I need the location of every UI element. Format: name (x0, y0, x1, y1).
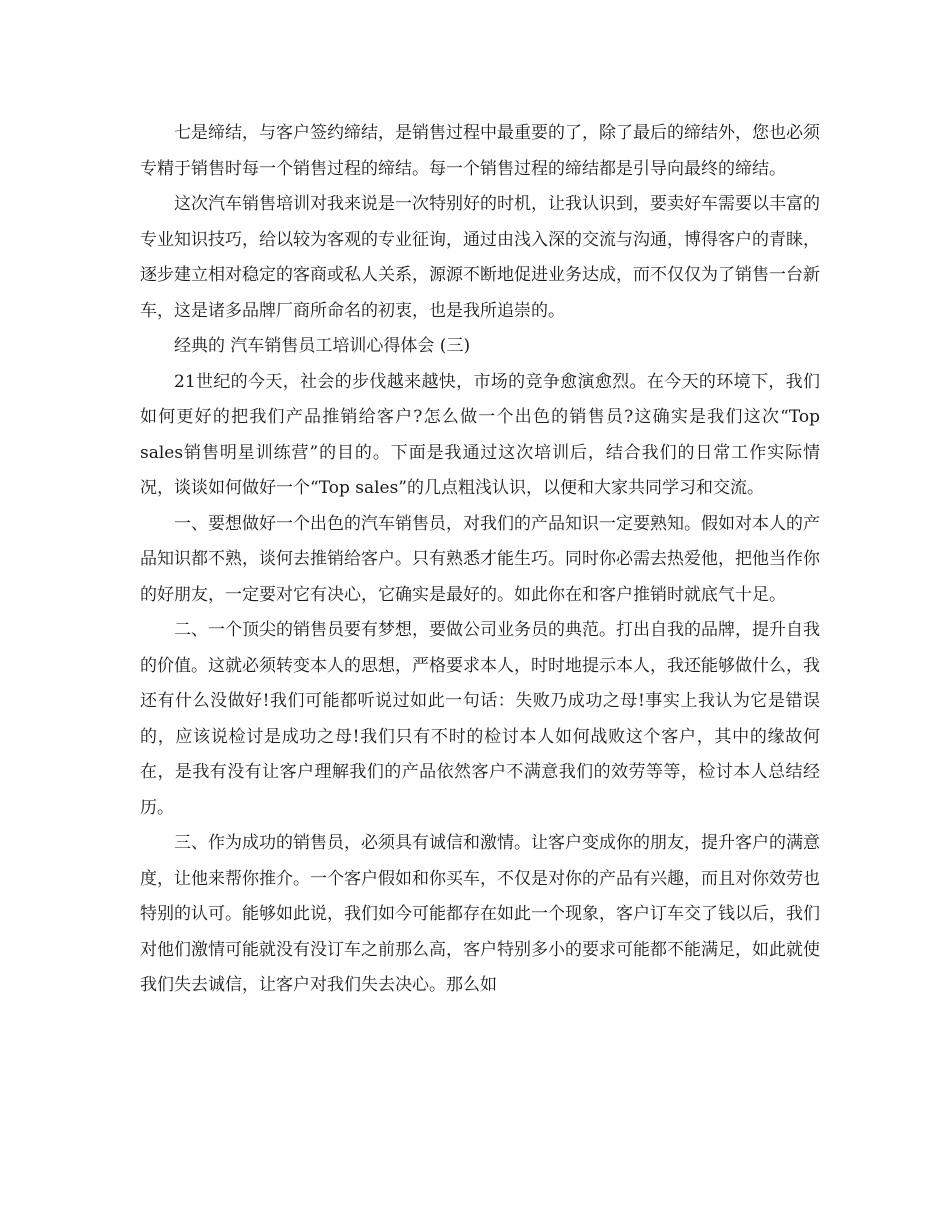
paragraph-point-three: 三、作为成功的销售员，必须具有诚信和激情。让客户变成你的朋友，提升客户的满意度，让他来帮你推介。一个客户假如和你买车，不仅是对你的产品有兴趣，而且对你效劳也特别的认可。能够如此说，我们如今可能都存在如此一个现象，客户订车交了钱以后，我们对他们激情可能就没有没订车之前那么高，客户特别多小的要求可能都不能满足，如此就使我们失去诚信，让客户对我们失去决心。那么如 (140, 833, 820, 995)
paragraph-point-one: 一、要想做好一个出色的汽车销售员，对我们的产品知识一定要熟知。假如对本人的产品知识都不熟，谈何去推销给客户。只有熟悉才能生巧。同时你必需去热爱他，把他当作你的好朋友，一定要对它有决心，它确实是最好的。如此你在和客户推销时就底气十足。 (140, 513, 820, 605)
paragraph-training-reflection: 这次汽车销售培训对我来说是一次特别好的时机，让我认识到，要卖好车需要以丰富的专业知识技巧，给以较为客观的专业征询，通过由浅入深的交流与沟通，博得客户的青睐，逐步建立相对稳定的客商或私人关系，源源不断地促进业务达成，而不仅仅为了销售一台新车，这是诸多品牌厂商所命名的初衷，也是我所追崇的。 (140, 194, 820, 321)
paragraph-introduction: 21世纪的今天，社会的步伐越来越快，市场的竞争愈演愈烈。在今天的环境下，我们如何更好的把我们产品推销给客户?怎么做一个出色的销售员?这确实是我们这次“Top sales销售明星训练营”的目的。下面是我通过这次培训后，结合我们的日常工作实际情况，谈谈如何做好一个“Top sales”的几点粗浅认识，以便和大家共同学习和交流。 (140, 371, 820, 498)
paragraph-point-two: 二、一个顶尖的销售员要有梦想，要做公司业务员的典范。打出自我的品牌，提升自我的价值。这就必须转变本人的思想，严格要求本人，时时地提示本人，我还能够做什么，我还有什么没做好!我们可能都听说过如此一句话：失败乃成功之母!事实上我认为它是错误的，应该说检讨是成功之母!我们只有不时的检讨本人如何战败这个客户，其中的缘故何在，是我有没有让客户理解我们的产品依然客户不满意我们的效劳等等，检讨本人总结经历。 (140, 620, 820, 818)
document-body (140, 116, 820, 1004)
section-heading: 经典的 汽车销售员工培训心得体会 (三) (174, 336, 471, 356)
paragraph-closing-step: 七是缔结，与客户签约缔结，是销售过程中最重要的了，除了最后的缔结外，您也必须专精于销售时每一个销售过程的缔结。每一个销售过程的缔结都是引导向最终的缔结。 (140, 123, 820, 179)
